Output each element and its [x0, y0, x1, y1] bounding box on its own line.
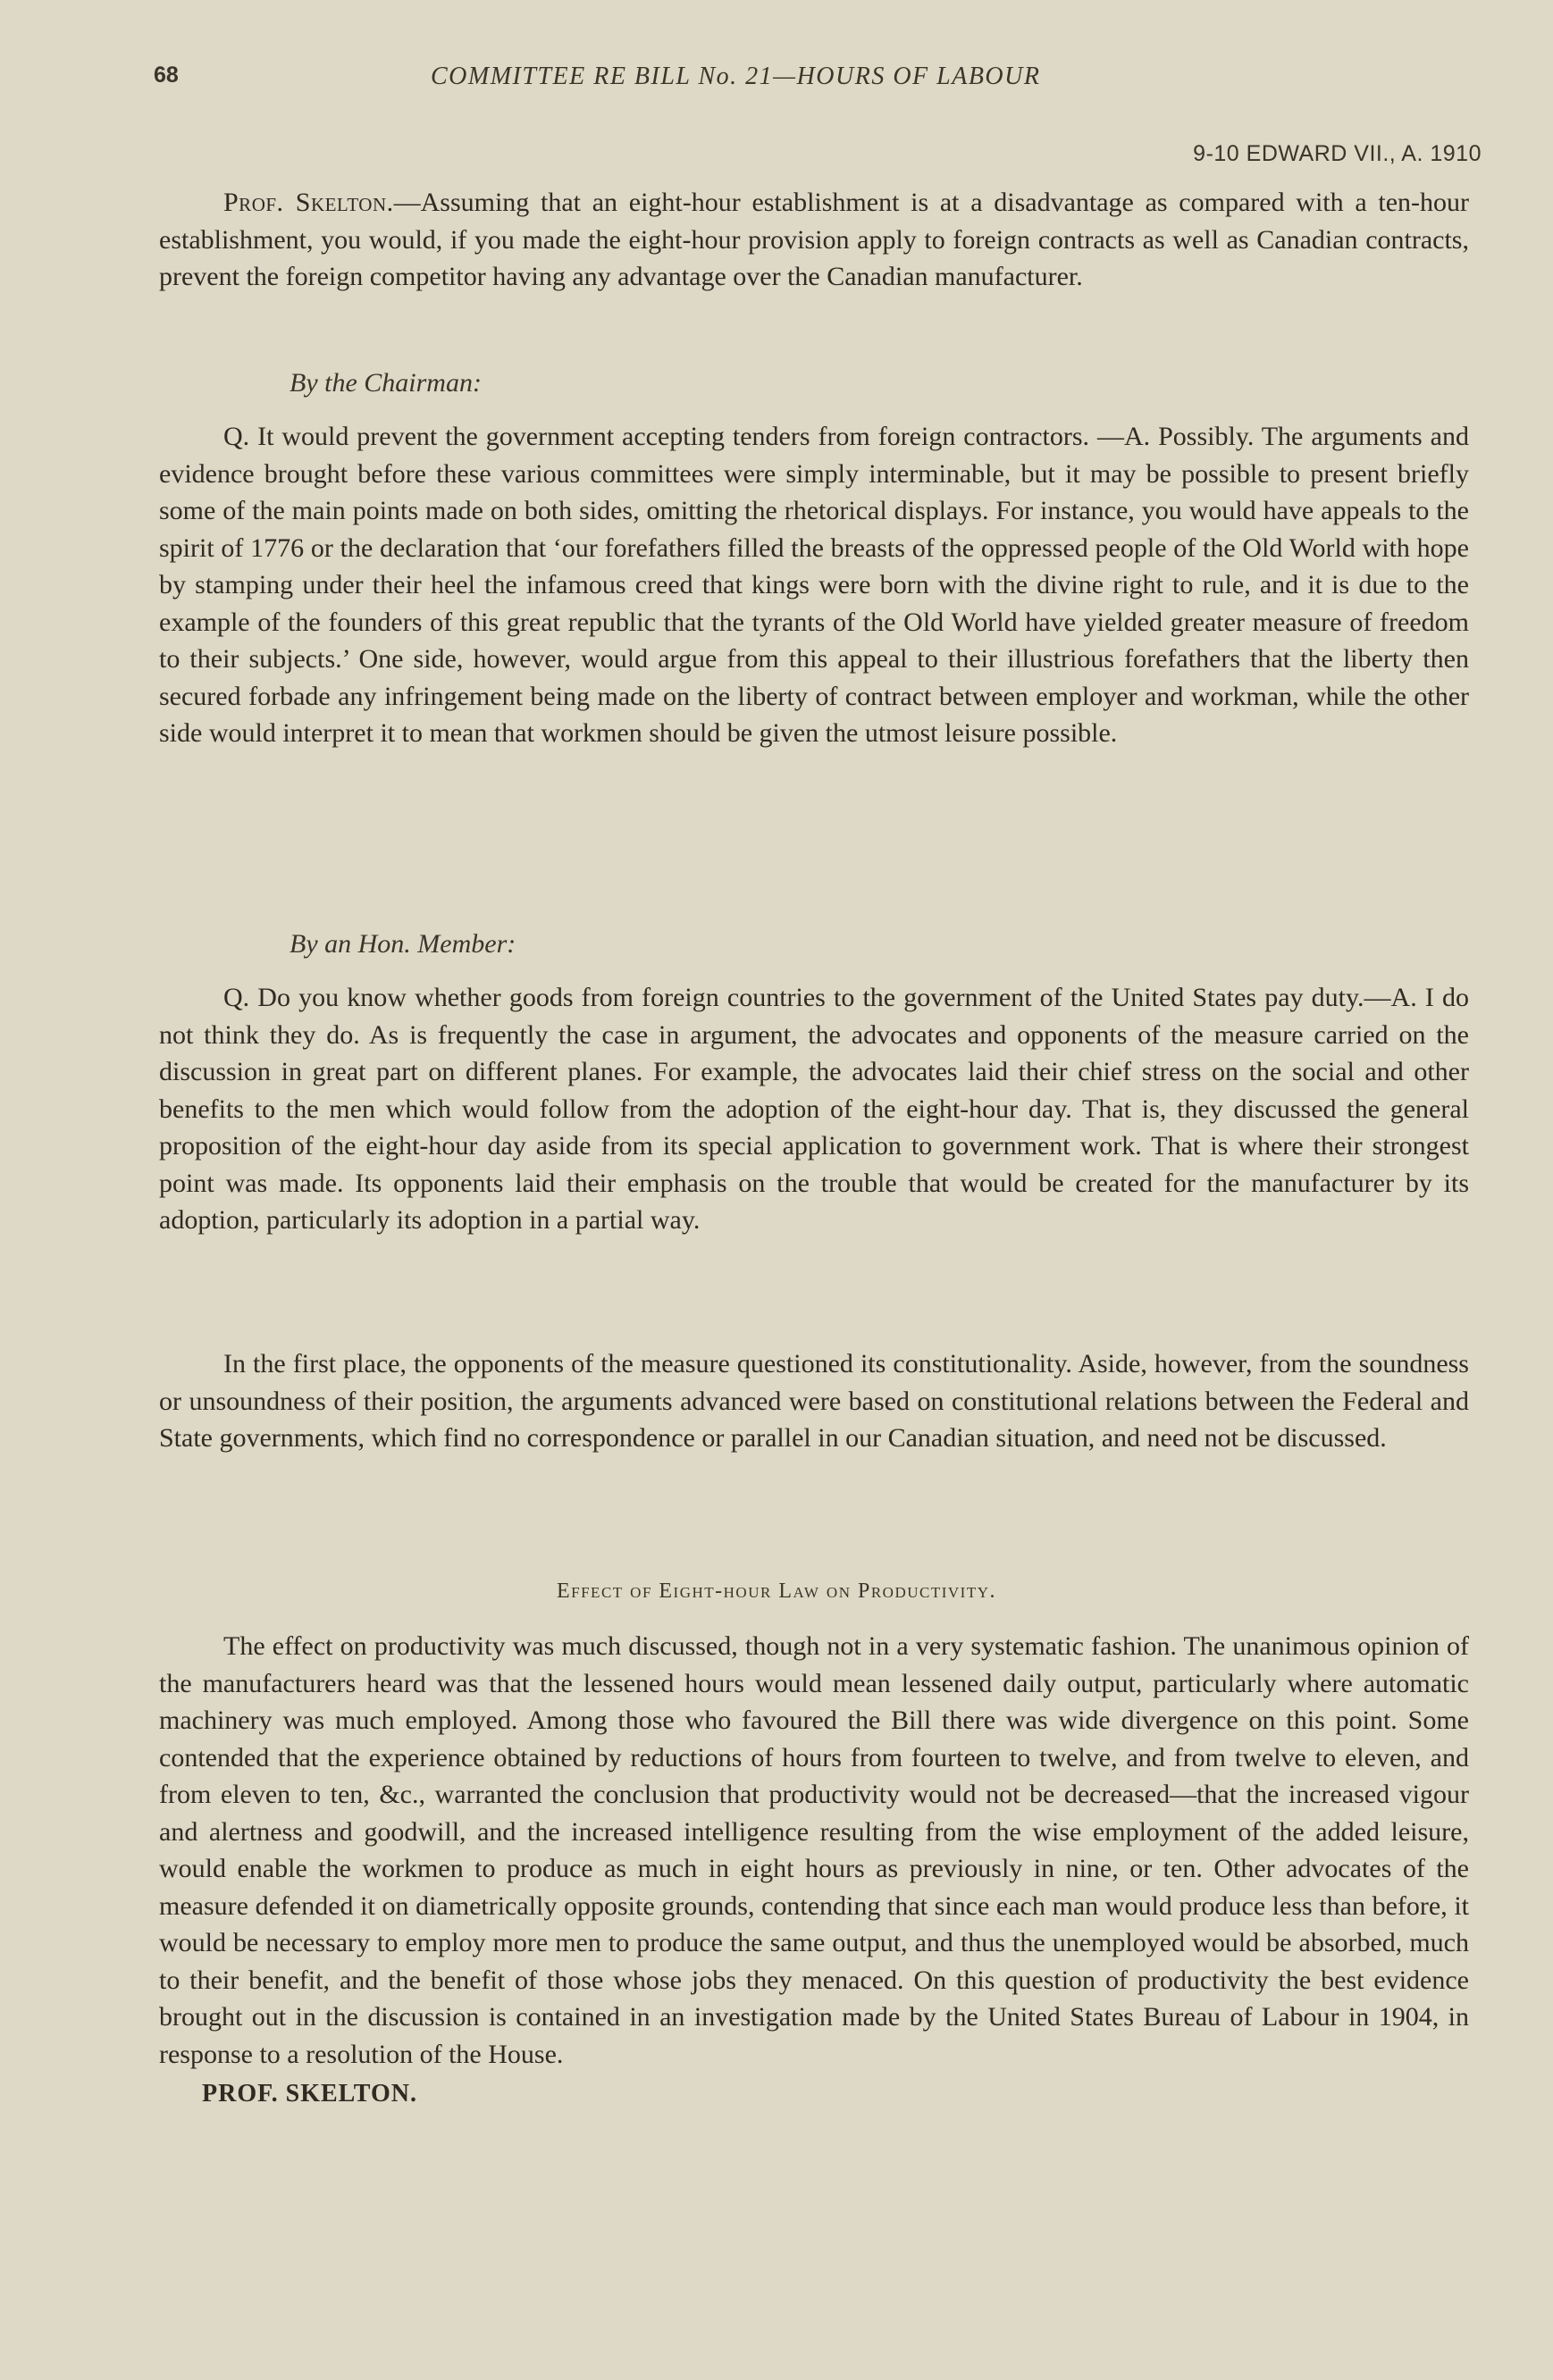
- page-header: [154, 63, 1476, 105]
- paragraph-text: The effect on productivity was much discussed, though not in a very systematic fashion. The unanimous opinion of the manufacturers heard was that the lessened hours would mean lessened daily output, particularly where automatic machinery was much employed. Among those who favoured the Bill there was wide divergence on this point. Some contended that the experience obtained by reductions of hours from fourteen to twelve, and from twelve to eleven, and from eleven to ten, &c., warranted the conclusion that productivity would not be decreased—that the increased vigour and alertness and goodwill, and the increased intelligence resulting from the wise employment of the added leisure, would enable the workmen to produce as much in eight hours as previously in nine, or ten. Other advocates of the measure defended it on diametrically opposite grounds, contending that since each man would produce less than before, it would be necessary to employ more men to produce the same output, and thus the unemployed would be absorbed, much to their benefit, and the benefit of those whose jobs they menaced. On this question of productivity the best evidence brought out in the discussion is contained in an investigation made by the United States Bureau of Labour in 1904, in response to a resolution of the House.: [159, 1631, 1469, 2069]
- subheading-by-an-hon-member: By an Hon. Member:: [290, 929, 516, 959]
- paragraph-text: Q. Do you know whether goods from foreign countries to the government of the United States pay duty.—A. I do not think they do. As is frequently the case in argument, the advocates and opponents of the measure carried on the discussion in great part on different planes. For example, the advocates laid their chief stress on the social and other benefits to the men which would follow from the adoption of the eight-hour day. That is, they discussed the general proposition of the eight-hour day aside from its special application to government work. That is where their strongest point was made. Its opponents laid their emphasis on the trouble that would be created for the manufacturer by its adoption, particularly its adoption in a partial way.: [159, 983, 1469, 1235]
- signature: PROF. SKELTON.: [202, 2080, 417, 2108]
- paragraph-text: In the first place, the opponents of the measure questioned its constitutionality. Aside, however, from the soundness or unsoundness of their position, the arguments advanced were based on constitutional relations between the Federal and State governments, which find no correspondence or parallel in our Canadian situation, and need not be discussed.: [159, 1349, 1469, 1453]
- paragraph-constitutionality: [159, 1345, 1469, 1457]
- paragraph-productivity: [159, 1628, 1469, 2073]
- paragraph-chairman-exchange: [159, 418, 1469, 752]
- section-heading: Effect of Eight-hour Law on Productivity.: [556, 1580, 996, 1603]
- paragraph-text: —Assuming that an eight-hour establishment is at a disadvantage as compared with a ten-hour establishment, you would, if you made the eight-hour provision apply to foreign contracts as well as Canadian contracts, prevent the foreign competitor having any advantage over the Canadian manufacturer.: [159, 188, 1470, 291]
- subheading-by-the-chairman: By the Chairman:: [290, 368, 482, 398]
- running-head: COMMITTEE RE BILL No. 21—HOURS OF LABOUR: [431, 63, 1041, 90]
- paragraph-skelton-question: [159, 184, 1469, 296]
- edition-line: 9-10 EDWARD VII., A. 1910: [1193, 141, 1482, 166]
- speaker-name: Prof. Skelton.: [223, 188, 394, 217]
- paragraph-member-exchange: [159, 979, 1469, 1239]
- page-number: 68: [154, 63, 179, 88]
- paragraph-text: Q. It would prevent the government accepting tenders from foreign contractors. —A. Possibly. The arguments and evidence brought before these various committees were simply interminable, but it may be possible to present briefly some of the main points made on both sides, omitting the rhetorical displays. For instance, you would have appeals to the spirit of 1776 or the declaration that ‘our forefathers filled the breasts of the oppressed people of the Old World with hope by stamping under their heel the infamous creed that kings were born with the divine right to rule, and it is due to the example of the founders of this great republic that the tyrants of the Old World have yielded greater measure of freedom to their subjects.’ One side, however, would argue from this appeal to their illustrious forefathers that the liberty then secured forbade any infringement being made on the liberty of contract between employer and workman, while the other side would interpret it to mean that workmen should be given the utmost leisure possible.: [159, 422, 1469, 748]
